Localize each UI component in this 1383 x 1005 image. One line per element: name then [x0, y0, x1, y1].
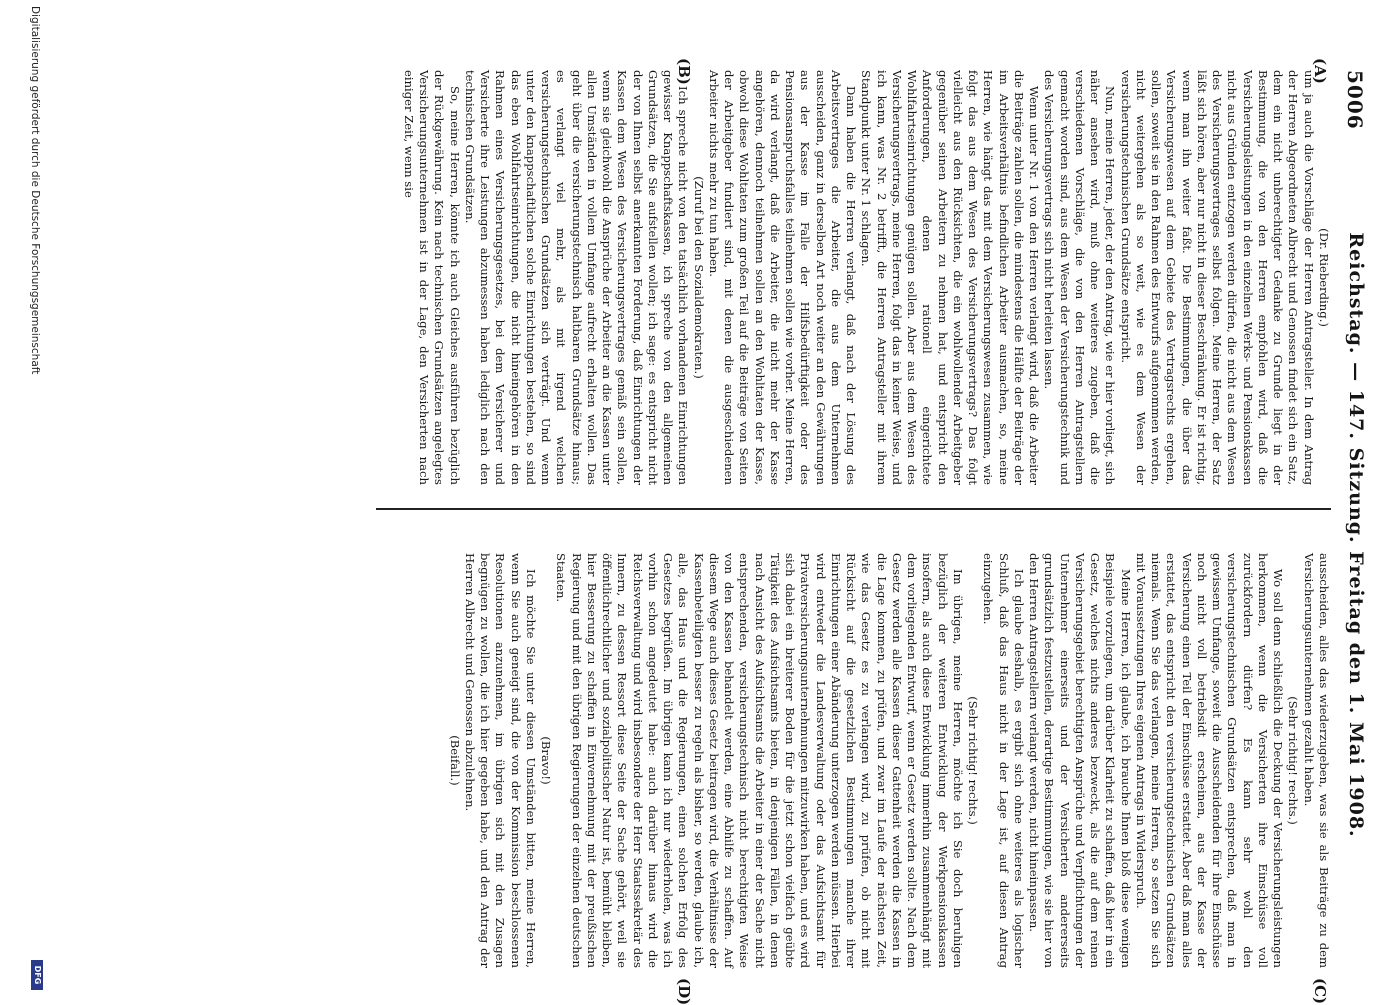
column-divider — [376, 508, 1331, 510]
interjection: (Zuruf bei den Sozialdemokraten.) — [691, 176, 706, 379]
page-title: Reichstag. — 147. Sitzung. Freitag den 1. Mai 1908. — [1345, 232, 1367, 838]
interjection: (Bravo!) — [539, 736, 554, 785]
digitization-credit: Digitalisierung gefördert durch die Deutsche Forschungsgemeinschaft — [29, 6, 41, 375]
dfg-logo: DFG — [31, 960, 43, 990]
speaker-label: (Dr. Rieberding.) — [1317, 228, 1331, 327]
interjection: (Beifall.) — [447, 735, 462, 786]
left-column — [401, 70, 1331, 485]
paragraph: Wo soll denn schließlich die Deckung der Versicherungsleistungen herkommen, wenn die Versicherten ihre Einschüsse voll zurückfordern dürfen? Es kann sehr wohl den versicherungstechnischen Grundsätzen entsprechen, daß man in gewissem Umfange, soweit die Ausscheidenden für ihre Einschüsse noch nicht voll betriebsidt erscheinen, aus der Kasse der Versicherung einen Teil der Einschüsse erstattet. Aber daß man alles erstattet, das entspricht den versicherungstechnischen Grundsätzen niemals. Wenn Sie das verlangen, meine Herren, so setzen Sie sich mit Voraussetzungen Ihres eigenen Antrags in Widerspruch. — [1134, 553, 1286, 968]
paragraph: Nun, meine Herren, jeder, der den Antrag, wie er hier vorliegt, sich näher ansehen wird, muß ohne weiteres zugeben, daß die verschiedenen Vorschläge, die von den Herren Antragstellern gemacht worden sind, aus dem Wesen der Versicherungstechnik und des Versicherungsvertrags sich nicht herleiten lassen. — [1042, 70, 1118, 485]
paragraph: Ich glaube deshalb, es ergibt sich ohne weiteres als logischer Schluß, daß das Haus nicht in der Lage ist, auf diesen Antrag einzugehen. — [981, 553, 1026, 968]
paragraph: Meine Herren, ich glaube, ich brauche Ihnen bloß diese wenigen Beispiele vorzulegen, um darüber Klarheit zu schaffen, daß hier in ein Gesetz, welches nichts anderes bezweckt, als die auf dem reinen Versicherungsgebiet berechtigten Ansprüche und Verpflichtungen der Unternehmer einerseits und der Versicherten andererseits grundsätzlich festzustellen, derartige Bestimmungen, wie sie hier von den Herren Antragstellern verlangt werden, nicht hineinpassen. — [1027, 553, 1133, 968]
paragraph: Dann haben die Herren verlangt, daß nach der Lösung des Arbeitsvertrages die Arbeiter, die aus dem Unternehmen ausscheiden, ganz in derselben Art noch weiter an den Gewährungen aus der Kasse im Falle der Hilfsbedürftigkeit oder des Pensionsanspruchsfalles teilnehmen sollen wie vorher. Meine Herren, da wird verlangt, daß die Arbeiter, die nicht mehr der Kasse angehören, dennoch teilnehmen sollen an den Wohltaten der Kasse, obwohl diese Wohltaten zum großen Teil auf die Beiträge von Seiten der Arbeitgeber fundiert sind, mit denen die ausgeschiedenen Arbeiter nichts mehr zu tun haben. — [707, 70, 859, 485]
right-column — [447, 553, 1332, 968]
paragraph: ausscheiden, alles das wiederzugeben, was sie als Beiträge zu dem Versicherungsunternehmen gezahlt haben. — [1301, 553, 1331, 968]
paragraph: Ich spreche nicht von den tatsächlich vorhandenen Einrichtungen gewisser Knappschaftskassen, ich spreche von den allgemeinen Grundsätzen, die Sie aufstellen wollen; ich sage: es entspricht nicht der von Ihnen selbst anerkannten Forderung, daß Einrichtungen der Kassen dem Wesen des Versicherungsvertrages gemäß sein sollen, wenn sie gleichwohl die Ansprüche der Arbeiter an die Kassen unter allen Umständen in vollem Umfange aufrecht erhalten wollen. Das geht über die versicherungstechnisch haltbaren Grundsätze hinaus; es verlangt viel mehr, als mit irgend welchen versicherungstechnischen Grundsätzen sich verträgt. Und wenn unter den knappschaftlichen solche Einrichtungen bestehen, so sind das eben Wohlfahrtseinrichtungen, die nicht hineingehören in den Rahmen eines Versicherungsgesetzes, bei dem Versicherer und Versicherte ihre Leistungen abzumessen haben lediglich nach den technischen Grundsätzen. — [463, 70, 691, 485]
paragraph: Im übrigen, meine Herren, möchte ich Sie doch beruhigen bezüglich der weiteren Entwicklung der Werkpensionskassen insofern, als auch diese Entwicklung immerhin zusammenhängt mit dem vorliegenden Entwurf, wenn er Gesetz werden sollte. Nach dem Gesetz werden alle Kassen dieser Gattenheit werden die Kassen in die Lage kommen, zu prüfen, und zwar im Laufe der nächsten Zeit, wie das Gesetz es zu verlangen wird, zu prüfen, ob nicht mit Rücksicht auf die gesetzlichen Bestimmungen manche ihrer Einrichtungen einer Abänderung unterzogen werden müssen. Hierbei wird entweder die Landesverwaltung oder das Aufsichtsamt für Privatversicherungsunternehmungen mitzuwirken haben, und es wird sich dabei ein breiterer Boden für die jetzt schon vielfach geübte Tätigkeit des Aufsichtsamts bieten, in denjenigen Fällen, in denen nach Ansicht des Aufsichtsamts die Arbeiter in einer der Sache nicht entsprechenden, versicherungstechnisch nicht berechtigten Weise von den Kassen behandelt werden, eine Abhilfe zu schaffen. Auf diesem Wege auch dieses Gesetz beitragen wird, die Verhältnisse der Kassenbeteiligten besser zu regeln als bisher, so werden, glaube ich, alle, das Haus und die Regierungen, einen solchen Erfolg des Gesetzes begrüßen. Im übrigen kann ich nur wiederholen, was ich vorhin schon angedeutet habe: auch darüber hinaus wird die Reichsverwaltung und wird insbesondere der Herr Staatssekretär des Innern, zu dessen Ressort diese Seite der Sache gehört, weil sie öffentlichrechtlicher und sozialpolitischer Natur ist, bemüht bleiben, hier Besserung zu schaffen in Einvernehmung mit der preußischen Regierung und mit den übrigen Regierungen der einzelnen deutschen Staaten. — [554, 553, 965, 968]
paragraph: Ich möchte Sie unter diesen Umständen bitten, meine Herren, wenn Sie auch geneigt sind, die von der Kommission beschlossenen Resolutionen anzunehmen, im übrigen sich mit den Zusagen begnügen zu wollen, die ich hier gegeben habe, und den Antrag der Herren Albrecht und Genossen abzulehnen. — [463, 553, 538, 968]
interjection: (Sehr richtig! rechts.) — [1286, 696, 1301, 825]
margin-mark-c: (C) — [1311, 978, 1329, 1005]
margin-mark-b: (B) — [675, 58, 693, 85]
page-number: 5006 — [1343, 70, 1367, 130]
digitization-footer — [1, 0, 45, 1000]
paragraph: um ja auch die Vorschläge der Herren Antragsteller. In dem Antrag der Herren Abgeordneten Albrecht und Genossen findet sich ein Satz, dem ein nicht unberechtigter Gedanke zu Grunde liegt in der Bestimmung, die von den Herren empfohlen wird, daß die Versicherungsleistungen in den einzelnen Werks- und Pensionskassen nicht aus Gründen entzogen werden dürfen, die nicht aus dem Wesen des Versicherungsvertrages selbst folgen. Meine Herren, der Satz läßt sich hören, aber nur nicht in dieser Beschränkung. Er ist richtig, wenn man ihn weiter faßt. Die Bestimmungen, die über das Versicherungswesen auf dem Gebiete des Vertragsrechts ergehen, sollen, soweit sie in den Rahmen des Entwurfs aufgenommen werden, nicht weitergehen als so weit, wie es dem Wesen der versicherungstechnischen Grundsätze entspricht. — [1118, 70, 1316, 485]
page-header — [1335, 70, 1369, 1000]
margin-mark-d: (D) — [675, 978, 693, 1005]
paragraph: Wenn unter Nr. 1 von den Herren verlangt wird, daß die Arbeiter die Beiträge zahlen sollen, die mindestens die Hälfte der Beiträge der im Arbeitsverhältnis befindlichen Arbeiter ausmachen, so, meine Herren, wie hängt das mit dem Versicherungswesen zusammen, wie folgt das aus dem Wesen des Versicherungsvertrags? Das folgt vielleicht aus den Rücksichten, die ein wohlwollender Arbeitgeber gegenüber seinen Arbeitern zu nehmen hat, und entspricht den Anforderungen, denen rationell eingerichtete Wohlfahrtseinrichtungen genügen sollen. Aber aus dem Wesen des Versicherungsvertrags, meine Herren, folgt das in keiner Weise, und ich kann, was Nr. 2 betrifft, die Herren Antragsteller mit ihrem Standpunkt unter Nr. 1 schlagen. — [859, 70, 1042, 485]
paragraph: So, meine Herren, könnte ich auch Gleiches ausführen bezüglich der Rückgewährung. Kein nach technischen Grundsätzen angelegtes Versicherungsunternehmen ist in der Lage, den Versicherten nach einiger Zeit, wenn sie — [402, 70, 462, 485]
interjection: (Sehr richtig! rechts.) — [966, 696, 981, 825]
margin-mark-a: (A) — [1311, 58, 1329, 84]
